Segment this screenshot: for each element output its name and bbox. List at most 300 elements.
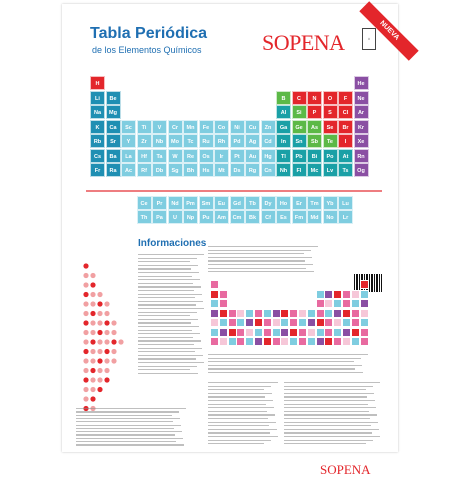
mini-cell xyxy=(324,309,333,318)
text-line xyxy=(208,361,354,362)
text-line xyxy=(208,268,306,269)
mini-cell xyxy=(360,337,369,346)
element-cell: Dy xyxy=(261,196,276,210)
text-line xyxy=(208,436,278,437)
mini-cell xyxy=(289,309,298,318)
mini-cell xyxy=(360,299,369,308)
element-cell: Ra xyxy=(106,163,121,177)
element-cell: Cf xyxy=(261,210,276,224)
element-cell: La xyxy=(121,149,136,163)
text-line xyxy=(208,368,355,369)
text-line xyxy=(208,414,275,415)
poster-top-section xyxy=(62,4,401,230)
text-line xyxy=(138,283,193,284)
element-cell: Sc xyxy=(121,120,136,134)
element-cell: Pb xyxy=(292,149,307,163)
triangle-dot xyxy=(97,358,102,363)
mini-cell xyxy=(360,328,369,337)
text-line xyxy=(284,404,368,405)
element-cell: Am xyxy=(214,210,229,224)
element-cell: Mc xyxy=(307,163,322,177)
text-line xyxy=(138,326,199,327)
element-cell: Sg xyxy=(168,163,183,177)
text-line xyxy=(138,297,195,298)
element-cell: Tl xyxy=(276,149,291,163)
triangle-dot xyxy=(90,349,95,354)
text-line xyxy=(284,396,367,397)
element-cell: Tm xyxy=(307,196,322,210)
triangle-dot xyxy=(90,301,95,306)
element-cell: S xyxy=(323,105,338,119)
mini-cell xyxy=(333,318,342,327)
element-cell: Gd xyxy=(230,196,245,210)
element-cell: Ru xyxy=(199,134,214,148)
element-cell: Ni xyxy=(230,120,245,134)
element-cell: Cd xyxy=(261,134,276,148)
mini-cell xyxy=(263,318,272,327)
element-cell: Eu xyxy=(214,196,229,210)
element-cell: U xyxy=(168,210,183,224)
text-line xyxy=(208,271,314,272)
text-line xyxy=(208,365,362,366)
corner-ribbon: NUEVA xyxy=(359,1,418,60)
text-line xyxy=(208,429,277,430)
electronegativity-triangle xyxy=(82,260,142,420)
text-line xyxy=(76,434,175,435)
element-cell: N xyxy=(307,91,322,105)
mini-cell xyxy=(342,337,351,346)
text-line xyxy=(208,389,264,390)
mini-cell xyxy=(316,337,325,346)
mini-cell xyxy=(342,318,351,327)
triangle-dot xyxy=(83,292,88,297)
element-cell: Pd xyxy=(230,134,245,148)
text-line xyxy=(138,258,197,259)
mini-cell xyxy=(298,337,307,346)
text-line xyxy=(138,261,190,262)
text-line xyxy=(138,351,195,352)
triangle-dot xyxy=(104,311,109,316)
element-cell: Np xyxy=(183,210,198,224)
mini-cell xyxy=(219,290,228,299)
element-cell: P xyxy=(307,105,322,119)
text-line xyxy=(284,443,366,444)
element-cell: W xyxy=(168,149,183,163)
triangle-dot xyxy=(104,320,109,325)
triangle-dot xyxy=(83,358,88,363)
text-line xyxy=(208,425,269,426)
triangle-dot xyxy=(83,396,88,401)
element-cell: Kr xyxy=(354,120,369,134)
element-cell: Mg xyxy=(106,105,121,119)
triangle-dot xyxy=(83,311,88,316)
element-cell: O xyxy=(323,91,338,105)
text-line xyxy=(138,344,194,345)
triangle-dot xyxy=(104,358,109,363)
triangle-dot xyxy=(97,292,102,297)
element-cell: Bk xyxy=(245,210,260,224)
mini-cell xyxy=(360,309,369,318)
triangle-dot xyxy=(97,349,102,354)
mini-cell xyxy=(307,309,316,318)
mini-cell xyxy=(219,337,228,346)
text-line xyxy=(284,418,370,419)
text-line xyxy=(208,257,312,258)
section-divider xyxy=(86,190,382,192)
poster-title: Tabla Periódica xyxy=(90,25,208,42)
mini-cell xyxy=(289,328,298,337)
element-cell: Th xyxy=(137,210,152,224)
text-line xyxy=(208,432,270,433)
element-cell: Rf xyxy=(137,163,152,177)
text-line xyxy=(284,429,379,430)
text-line xyxy=(208,396,265,397)
text-line xyxy=(208,246,318,247)
mini-cell xyxy=(342,309,351,318)
mini-cell xyxy=(333,309,342,318)
mini-cell xyxy=(307,318,316,327)
text-line xyxy=(284,393,374,394)
text-line xyxy=(138,276,192,277)
triangle-dot xyxy=(83,301,88,306)
mini-cell xyxy=(333,328,342,337)
triangle-dot xyxy=(97,320,102,325)
triangle-dot xyxy=(90,311,95,316)
text-line xyxy=(208,250,311,251)
element-cell: Sb xyxy=(307,134,322,148)
element-cell: He xyxy=(354,76,369,90)
certification-icon: ⌂ xyxy=(362,28,376,50)
element-cell: Sr xyxy=(106,134,121,148)
mini-cell xyxy=(210,309,219,318)
mini-cell xyxy=(342,299,351,308)
element-cell: Fr xyxy=(90,163,105,177)
text-line xyxy=(138,312,197,313)
text-line xyxy=(208,400,273,401)
triangle-dot xyxy=(83,263,88,268)
text-line xyxy=(208,358,361,359)
poster-info-section xyxy=(62,230,398,477)
text-line xyxy=(138,279,200,280)
text-line xyxy=(208,386,271,387)
mini-cell xyxy=(351,328,360,337)
mini-cell xyxy=(316,290,325,299)
element-cell: Ir xyxy=(214,149,229,163)
triangle-dot xyxy=(83,282,88,287)
text-line xyxy=(138,330,192,331)
element-cell: Pu xyxy=(199,210,214,224)
element-cell: Os xyxy=(199,149,214,163)
mini-cell xyxy=(351,318,360,327)
element-cell: Ge xyxy=(292,120,307,134)
element-cell: Cm xyxy=(230,210,245,224)
element-cell: Ho xyxy=(276,196,291,210)
element-cell: Mt xyxy=(214,163,229,177)
mini-cell xyxy=(280,318,289,327)
text-line xyxy=(284,422,378,423)
text-line xyxy=(76,411,179,412)
mini-cell xyxy=(272,328,281,337)
text-line xyxy=(284,382,380,383)
text-line xyxy=(138,369,190,370)
text-line xyxy=(138,333,200,334)
mini-cell xyxy=(210,290,219,299)
element-cell: H xyxy=(90,76,105,90)
element-cell: V xyxy=(152,120,167,134)
element-cell: Rn xyxy=(354,149,369,163)
element-cell: B xyxy=(276,91,291,105)
element-cell: Hf xyxy=(137,149,152,163)
text-line xyxy=(138,373,198,374)
triangle-dot xyxy=(97,368,102,373)
element-cell: Cs xyxy=(90,149,105,163)
text-line xyxy=(208,382,278,383)
mini-cell xyxy=(316,318,325,327)
triangle-dot xyxy=(97,377,102,382)
mini-cell xyxy=(324,318,333,327)
element-cell: Mn xyxy=(183,120,198,134)
triangle-dot xyxy=(90,330,95,335)
text-line xyxy=(138,337,193,338)
element-cell: Lr xyxy=(338,210,353,224)
element-cell: Sm xyxy=(199,196,214,210)
element-cell: Pr xyxy=(152,196,167,210)
triangle-dot xyxy=(90,387,95,392)
text-line xyxy=(76,425,181,426)
text-line xyxy=(208,422,276,423)
mini-cell xyxy=(210,280,219,289)
element-cell: Er xyxy=(292,196,307,210)
mini-cell xyxy=(254,318,263,327)
triangle-dot xyxy=(104,368,109,373)
text-line xyxy=(76,415,172,416)
text-line xyxy=(284,407,376,408)
element-cell: Au xyxy=(245,149,260,163)
mini-cell xyxy=(263,309,272,318)
mini-cell xyxy=(298,309,307,318)
mini-cell xyxy=(272,337,281,346)
triangle-dot xyxy=(83,339,88,344)
element-cell: Pt xyxy=(230,149,245,163)
element-cell: Ar xyxy=(354,105,369,119)
triangle-dot xyxy=(90,282,95,287)
text-line xyxy=(76,421,173,422)
triangle-dot xyxy=(90,273,95,278)
element-cell: Y xyxy=(121,134,136,148)
mini-cell xyxy=(289,337,298,346)
element-cell: Yb xyxy=(323,196,338,210)
element-cell: Ce xyxy=(137,196,152,210)
element-cell: Hg xyxy=(261,149,276,163)
text-line xyxy=(138,358,196,359)
text-line xyxy=(138,322,191,323)
mini-cell xyxy=(351,309,360,318)
mini-cell xyxy=(245,309,254,318)
mini-cell xyxy=(316,309,325,318)
triangle-dot xyxy=(83,273,88,278)
text-line xyxy=(138,362,204,363)
element-cell: Zn xyxy=(261,120,276,134)
triangle-dot xyxy=(104,377,109,382)
text-line xyxy=(76,441,176,442)
text-line xyxy=(138,268,191,269)
element-cell: Be xyxy=(106,91,121,105)
brand-logo: SOPENA xyxy=(262,30,345,55)
mini-cell xyxy=(324,299,333,308)
text-line xyxy=(284,411,369,412)
mini-cell xyxy=(333,337,342,346)
element-cell: Cn xyxy=(261,163,276,177)
triangle-dot xyxy=(83,387,88,392)
element-cell: Og xyxy=(354,163,369,177)
triangle-dot xyxy=(97,339,102,344)
element-cell: No xyxy=(323,210,338,224)
element-cell: Se xyxy=(323,120,338,134)
text-line xyxy=(138,355,203,356)
text-line xyxy=(138,348,202,349)
text-line xyxy=(284,389,366,390)
mini-cell xyxy=(228,337,237,346)
mini-cell xyxy=(351,290,360,299)
mini-cell xyxy=(324,290,333,299)
mini-cell xyxy=(245,318,254,327)
text-line xyxy=(138,304,196,305)
mini-cell xyxy=(245,328,254,337)
text-line xyxy=(138,366,197,367)
triangle-dot xyxy=(90,358,95,363)
element-cell: Rb xyxy=(90,134,105,148)
element-cell: Ag xyxy=(245,134,260,148)
element-cell: Ds xyxy=(230,163,245,177)
mini-cell xyxy=(219,309,228,318)
mini-cell xyxy=(210,328,219,337)
mini-cell xyxy=(280,309,289,318)
triangle-dot xyxy=(104,349,109,354)
mini-cell xyxy=(324,328,333,337)
element-cell: Nh xyxy=(276,163,291,177)
text-line xyxy=(76,428,174,429)
triangle-dot xyxy=(90,377,95,382)
element-cell: Rh xyxy=(214,134,229,148)
element-cell: Nb xyxy=(152,134,167,148)
triangle-dot xyxy=(111,330,116,335)
element-cell: Na xyxy=(90,105,105,119)
text-line xyxy=(138,265,198,266)
text-line xyxy=(76,431,182,432)
text-line xyxy=(284,440,373,441)
mini-cell xyxy=(245,337,254,346)
triangle-dot xyxy=(104,339,109,344)
text-line xyxy=(284,386,373,387)
text-line xyxy=(138,290,194,291)
triangle-dot xyxy=(97,311,102,316)
text-line xyxy=(138,301,203,302)
element-cell: K xyxy=(90,120,105,134)
text-line xyxy=(208,443,264,444)
triangle-dot xyxy=(90,292,95,297)
text-line xyxy=(284,425,371,426)
triangle-dot xyxy=(111,349,116,354)
element-cell: Si xyxy=(292,105,307,119)
element-cell: Re xyxy=(183,149,198,163)
element-cell: Ta xyxy=(152,149,167,163)
element-cell: Db xyxy=(152,163,167,177)
element-cell: Bh xyxy=(183,163,198,177)
text-line xyxy=(284,400,375,401)
element-cell: Co xyxy=(214,120,229,134)
mini-cell xyxy=(219,299,228,308)
mini-cell xyxy=(333,290,342,299)
element-cell: Lv xyxy=(323,163,338,177)
text-line xyxy=(208,407,274,408)
text-line xyxy=(138,272,199,273)
mini-cell xyxy=(254,309,263,318)
text-line xyxy=(284,432,372,433)
brand-logo-secondary: SOPENA xyxy=(320,462,371,477)
element-cell: I xyxy=(338,134,353,148)
element-cell: Fm xyxy=(292,210,307,224)
element-cell: Fl xyxy=(292,163,307,177)
element-cell: Md xyxy=(307,210,322,224)
text-line xyxy=(138,315,190,316)
element-cell: Fe xyxy=(199,120,214,134)
mini-cell xyxy=(228,328,237,337)
mini-cell xyxy=(236,318,245,327)
text-line xyxy=(208,411,267,412)
element-cell: Tb xyxy=(245,196,260,210)
text-line xyxy=(208,260,305,261)
text-line xyxy=(208,404,266,405)
element-cell: Tc xyxy=(183,134,198,148)
text-line xyxy=(76,438,183,439)
triangle-dot xyxy=(83,377,88,382)
element-cell: Ti xyxy=(137,120,152,134)
text-line xyxy=(138,294,202,295)
element-cell: Br xyxy=(338,120,353,134)
mini-cell xyxy=(316,299,325,308)
triangle-dot xyxy=(118,339,123,344)
element-cell: At xyxy=(338,149,353,163)
mini-cell xyxy=(219,328,228,337)
triangle-dot xyxy=(90,368,95,373)
text-line xyxy=(208,264,313,265)
triangle-dot xyxy=(90,339,95,344)
element-cell: Cl xyxy=(338,105,353,119)
triangle-dot xyxy=(83,349,88,354)
mini-periodic-table xyxy=(210,280,370,390)
text-line xyxy=(208,393,272,394)
mini-cell xyxy=(280,328,289,337)
mini-cell xyxy=(307,328,316,337)
element-cell: Pm xyxy=(183,196,198,210)
triangle-dot xyxy=(97,387,102,392)
mini-cell xyxy=(263,328,272,337)
text-line xyxy=(138,254,204,255)
mini-cell xyxy=(289,318,298,327)
mini-cell xyxy=(351,337,360,346)
element-cell: Pa xyxy=(152,210,167,224)
mini-cell xyxy=(324,337,333,346)
triangle-dot xyxy=(104,301,109,306)
triangle-dot xyxy=(111,320,116,325)
mini-cell xyxy=(236,337,245,346)
element-cell: Po xyxy=(323,149,338,163)
mini-cell xyxy=(236,309,245,318)
triangle-dot xyxy=(97,301,102,306)
text-line xyxy=(76,408,186,409)
element-cell: F xyxy=(338,91,353,105)
mini-cell xyxy=(342,290,351,299)
